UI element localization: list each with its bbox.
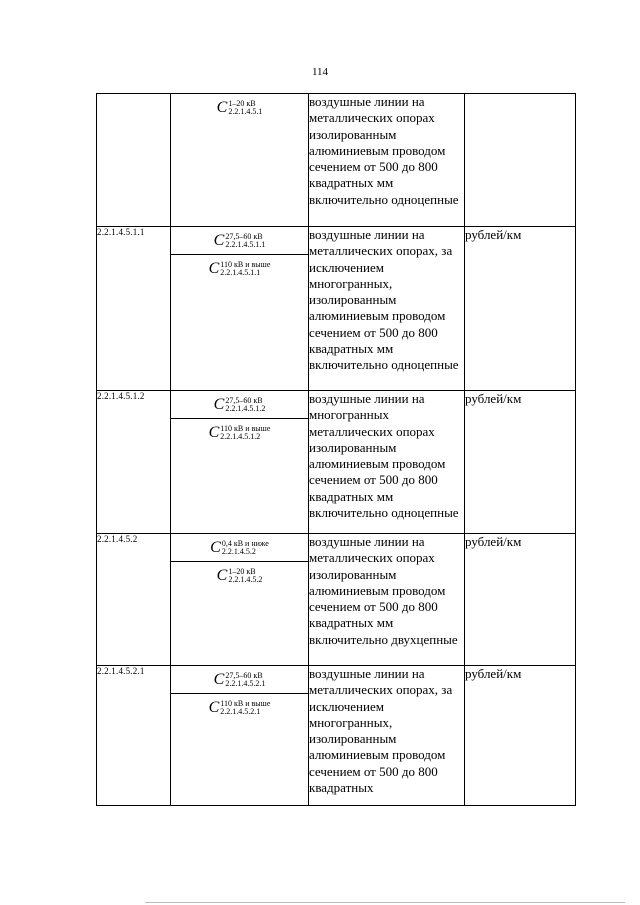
symbol-index: 2.2.1.4.5.1.2: [225, 403, 266, 413]
table-body: [97, 94, 576, 806]
symbol-letter: C: [213, 231, 225, 249]
symbol-letter: C: [216, 99, 228, 116]
row-code: 2.2.1.4.5.1.1: [97, 227, 171, 391]
page-number: 114: [311, 66, 329, 78]
symbol-voltage: 1–20 кВ: [228, 99, 256, 108]
row-description: воздушные линии на металлических опорах изолированным алюминиевым проводом сечением от 500 до 800 квадратных мм включительно двухцепные: [309, 534, 465, 666]
row-code: 2.2.1.4.5.1.2: [97, 391, 171, 534]
rate-symbol: [171, 419, 308, 447]
row-code: 2.2.1.4.5.2: [97, 534, 171, 666]
symbol-voltage: 110 кВ и выше: [220, 699, 271, 708]
symbol-letter: C: [213, 670, 225, 688]
row-unit: рублей/км: [465, 534, 576, 666]
row-unit: рублей/км: [465, 391, 576, 534]
symbol-index: 2.2.1.4.5.1.2: [220, 432, 261, 441]
table-row: [97, 534, 576, 666]
rate-symbol: [171, 562, 308, 590]
symbol-index: 2.2.1.4.5.2.1: [225, 678, 266, 688]
row-code: [97, 94, 171, 227]
table-row: [97, 666, 576, 806]
row-description: воздушные линии на металлических опорах, за исключением многогранных, изолированным алюминиевым проводом сечением от 500 до 800 квадратных: [309, 666, 465, 806]
row-symbols: [171, 666, 309, 806]
symbol-voltage: 27,5–60 кВ: [225, 395, 263, 405]
symbol-index: 2.2.1.4.5.1: [228, 107, 263, 116]
row-symbols: [171, 227, 309, 391]
table-row: [97, 227, 576, 391]
rate-symbol: [171, 227, 308, 255]
symbol-letter: C: [208, 699, 220, 716]
scan-edge-line: [145, 902, 625, 903]
symbol-voltage: 1–20 кВ: [228, 567, 256, 576]
row-unit: рублей/км: [465, 666, 576, 806]
rate-symbol: [171, 666, 308, 694]
symbol-voltage: 110 кВ и выше: [220, 424, 271, 433]
symbol-index: 2.2.1.4.5.2.1: [220, 707, 261, 716]
symbol-voltage: 27,5–60 кВ: [225, 231, 263, 241]
symbol-voltage: 0,4 кВ и ниже: [221, 538, 269, 548]
symbol-letter: C: [208, 424, 220, 441]
row-description: воздушные линии на металлических опорах изолированным алюминиевым проводом сечением от 500 до 800 квадратных мм включительно одноцепные: [309, 94, 465, 227]
row-unit: рублей/км: [465, 227, 576, 391]
symbol-voltage: 27,5–60 кВ: [225, 670, 263, 680]
symbol-index: 2.2.1.4.5.2: [221, 546, 256, 556]
symbol-letter: C: [210, 538, 221, 556]
row-symbols: [171, 94, 309, 227]
row-description: воздушные линии на металлических опорах, за исключением многогранных, изолированным алюминиевым проводом сечением от 500 до 800 квадратных мм включительно одноцепные: [309, 227, 465, 391]
rate-symbol: [171, 255, 308, 283]
symbol-voltage: 110 кВ и выше: [220, 260, 271, 269]
rate-symbol: [171, 391, 308, 419]
table-row: [97, 94, 576, 227]
rate-symbol: [171, 94, 308, 122]
rate-symbol: [171, 694, 308, 722]
symbol-index: 2.2.1.4.5.1.1: [225, 239, 266, 249]
symbol-letter: C: [213, 395, 225, 413]
tariff-table: [96, 93, 576, 806]
row-unit: [465, 94, 576, 227]
row-symbols: [171, 391, 309, 534]
row-code: 2.2.1.4.5.2.1: [97, 666, 171, 806]
rate-symbol: [171, 534, 308, 562]
row-symbols: [171, 534, 309, 666]
row-description: воздушные линии на многогранных металлических опорах изолированным алюминиевым проводом сечением от 500 до 800 квадратных мм включительно одноцепные: [309, 391, 465, 534]
symbol-letter: C: [208, 260, 220, 277]
symbol-letter: C: [216, 567, 228, 584]
symbol-index: 2.2.1.4.5.2: [228, 575, 263, 584]
table-row: [97, 391, 576, 534]
symbol-index: 2.2.1.4.5.1.1: [220, 268, 261, 277]
